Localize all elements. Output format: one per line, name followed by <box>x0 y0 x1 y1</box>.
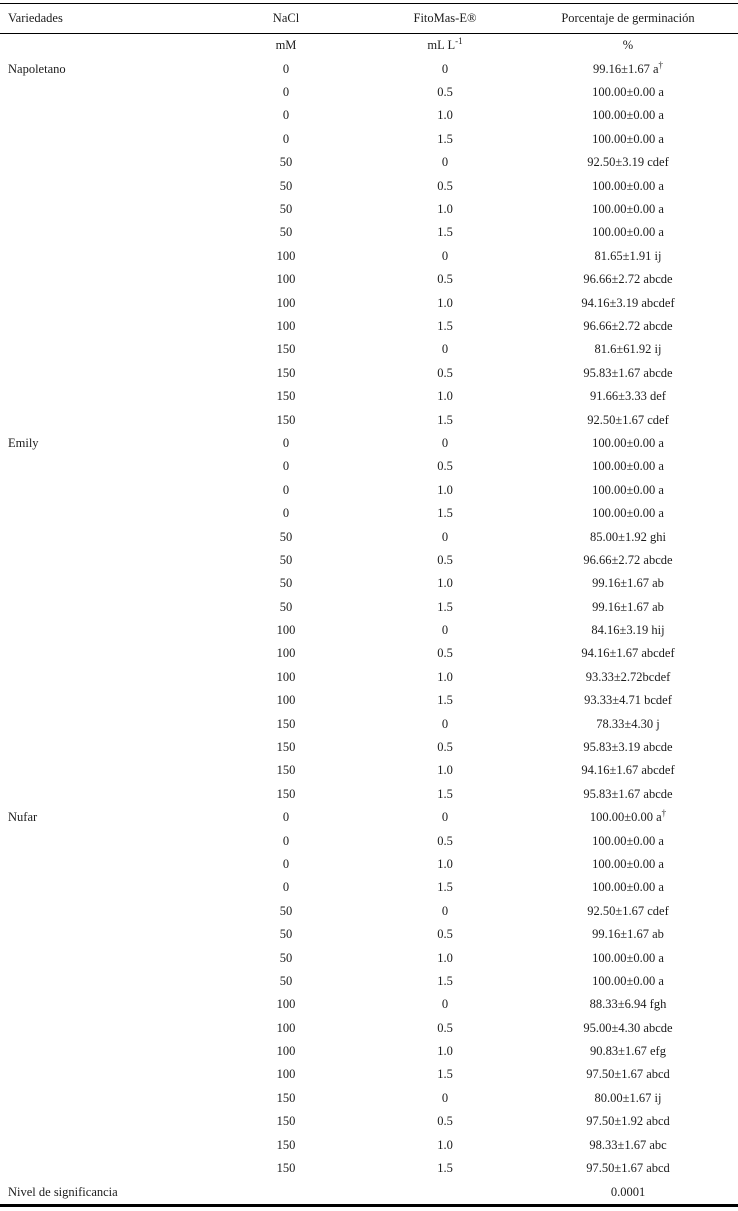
percent-cell: 81.6±61.92 ij <box>594 342 662 357</box>
variety-cell <box>0 291 200 314</box>
variety-cell <box>0 245 200 268</box>
variety-cell <box>0 970 200 993</box>
significance-value: 0.0001 <box>610 1184 646 1199</box>
fitomas-cell: 1.0 <box>437 108 453 123</box>
nacl-cell: 150 <box>276 1161 296 1176</box>
variety-cell <box>0 1087 200 1110</box>
table-row <box>0 595 738 618</box>
variety-cell <box>0 900 200 923</box>
header-row <box>0 4 738 34</box>
table-row <box>0 1087 738 1110</box>
variety-cell <box>0 81 200 104</box>
table-row <box>0 385 738 408</box>
fitomas-cell: 1.5 <box>437 225 453 240</box>
variety-cell <box>0 315 200 338</box>
variety-cell <box>0 104 200 127</box>
nacl-cell: 100 <box>276 295 296 310</box>
percent-cell: 100.00±0.00 a <box>592 833 664 848</box>
variety-cell <box>0 666 200 689</box>
percent-cell: 99.16±1.67 a† <box>592 59 664 76</box>
table-row <box>0 829 738 852</box>
nacl-cell: 0 <box>282 459 290 474</box>
table-row <box>0 806 738 829</box>
unit-fitomas-base: mL L <box>427 38 456 53</box>
nacl-cell: 50 <box>279 178 293 193</box>
percent-cell: 96.66±2.72 abcde <box>583 272 673 287</box>
fitomas-cell: 0.5 <box>437 459 453 474</box>
column-header-variedades: Variedades <box>0 4 200 34</box>
percent-cell: 80.00±1.67 ij <box>594 1090 662 1105</box>
nacl-cell: 0 <box>282 482 290 497</box>
variety-cell <box>0 268 200 291</box>
significance-empty-fitomas <box>372 1180 518 1205</box>
variety-cell <box>0 689 200 712</box>
table-row <box>0 619 738 642</box>
nacl-cell: 0 <box>282 856 290 871</box>
nacl-cell: 50 <box>279 155 293 170</box>
nacl-cell: 150 <box>276 342 296 357</box>
nacl-cell: 0 <box>282 108 290 123</box>
variety-cell <box>0 736 200 759</box>
percent-cell: 93.33±2.72bcdef <box>585 669 671 684</box>
percent-cell: 95.83±3.19 abcde <box>583 740 673 755</box>
percent-cell: 85.00±1.92 ghi <box>590 529 666 544</box>
variety-cell <box>0 128 200 151</box>
variety-cell <box>0 362 200 385</box>
percent-cell: 94.16±1.67 abcdef <box>581 646 675 661</box>
variety-cell: Nufar <box>8 810 38 825</box>
variety-cell <box>0 642 200 665</box>
variety-cell <box>0 338 200 361</box>
table-row <box>0 1040 738 1063</box>
fitomas-cell: 1.0 <box>437 389 453 404</box>
fitomas-cell: 1.5 <box>437 506 453 521</box>
germination-table <box>0 3 738 1207</box>
significance-empty-nacl <box>200 1180 372 1205</box>
variety-cell <box>0 198 200 221</box>
percent-cell: 100.00±0.00 a <box>592 880 664 895</box>
fitomas-cell: 1.0 <box>437 669 453 684</box>
fitomas-cell: 0 <box>441 248 449 263</box>
nacl-cell: 100 <box>276 272 296 287</box>
variety-cell <box>0 712 200 735</box>
fitomas-cell: 0.5 <box>437 646 453 661</box>
table-row <box>0 338 738 361</box>
fitomas-cell: 0 <box>441 1090 449 1105</box>
nacl-cell: 50 <box>279 225 293 240</box>
nacl-cell: 50 <box>279 950 293 965</box>
table-row <box>0 970 738 993</box>
fitomas-cell: 0 <box>441 435 449 450</box>
fitomas-cell: 0 <box>441 997 449 1012</box>
percent-cell: 97.50±1.92 abcd <box>586 1114 670 1129</box>
table-row <box>0 81 738 104</box>
variety-cell <box>0 1157 200 1180</box>
table-row <box>0 268 738 291</box>
fitomas-cell: 1.0 <box>437 856 453 871</box>
nacl-cell: 150 <box>276 763 296 778</box>
nacl-cell: 0 <box>282 85 290 100</box>
table-row <box>0 315 738 338</box>
units-row <box>0 34 738 58</box>
table-row <box>0 572 738 595</box>
nacl-cell: 100 <box>276 693 296 708</box>
nacl-cell: 150 <box>276 1090 296 1105</box>
table-row <box>0 525 738 548</box>
nacl-cell: 50 <box>279 927 293 942</box>
percent-cell: 92.50±3.19 cdef <box>587 155 669 170</box>
percent-cell: 99.16±1.67 ab <box>592 576 664 591</box>
table-row <box>0 853 738 876</box>
table-row <box>0 502 738 525</box>
fitomas-cell: 1.0 <box>437 1137 453 1152</box>
fitomas-cell: 1.5 <box>437 131 453 146</box>
nacl-cell: 0 <box>282 810 290 825</box>
variety-cell <box>0 572 200 595</box>
fitomas-cell: 0 <box>441 810 449 825</box>
table-row <box>0 1133 738 1156</box>
percent-cell: 81.65±1.91 ij <box>594 248 662 263</box>
percent-cell: 94.16±1.67 abcdef <box>581 763 675 778</box>
percent-cell: 95.00±4.30 abcde <box>583 1020 673 1035</box>
fitomas-cell: 1.5 <box>437 786 453 801</box>
fitomas-cell: 0.5 <box>437 85 453 100</box>
table-row <box>0 666 738 689</box>
table-row <box>0 291 738 314</box>
table-row <box>0 1110 738 1133</box>
nacl-cell: 100 <box>276 1044 296 1059</box>
nacl-cell: 100 <box>276 1020 296 1035</box>
nacl-cell: 100 <box>276 1067 296 1082</box>
table-row <box>0 245 738 268</box>
fitomas-cell: 1.5 <box>437 973 453 988</box>
nacl-cell: 150 <box>276 365 296 380</box>
table-row <box>0 221 738 244</box>
fitomas-cell: 0.5 <box>437 365 453 380</box>
fitomas-cell: 0.5 <box>437 833 453 848</box>
variety-cell <box>0 174 200 197</box>
percent-cell: 100.00±0.00 a <box>592 202 664 217</box>
table-row <box>0 479 738 502</box>
dagger-superscript: † <box>658 59 664 70</box>
percent-cell: 99.16±1.67 ab <box>592 599 664 614</box>
fitomas-cell: 1.0 <box>437 763 453 778</box>
fitomas-cell: 1.0 <box>437 482 453 497</box>
fitomas-cell: 1.5 <box>437 880 453 895</box>
fitomas-cell: 1.0 <box>437 1044 453 1059</box>
fitomas-cell: 0.5 <box>437 927 453 942</box>
fitomas-cell: 0.5 <box>437 740 453 755</box>
nacl-cell: 0 <box>282 506 290 521</box>
table-row <box>0 455 738 478</box>
fitomas-cell: 1.5 <box>437 412 453 427</box>
variety-cell <box>0 221 200 244</box>
table-row <box>0 408 738 431</box>
nacl-cell: 100 <box>276 318 296 333</box>
table-row <box>0 759 738 782</box>
nacl-cell: 50 <box>279 903 293 918</box>
percent-cell: 100.00±0.00 a <box>592 108 664 123</box>
percent-cell: 100.00±0.00 a <box>592 85 664 100</box>
table-row <box>0 900 738 923</box>
nacl-cell: 100 <box>276 669 296 684</box>
percent-cell: 98.33±1.67 abc <box>589 1137 667 1152</box>
fitomas-cell: 1.0 <box>437 202 453 217</box>
percent-cell: 100.00±0.00 a <box>592 225 664 240</box>
column-header-porcentaje: Porcentaje de germinación <box>518 4 738 34</box>
nacl-cell: 0 <box>282 131 290 146</box>
fitomas-cell: 0 <box>441 155 449 170</box>
variety-cell <box>0 853 200 876</box>
nacl-cell: 0 <box>282 61 290 76</box>
table-row <box>0 642 738 665</box>
variety-cell <box>0 151 200 174</box>
nacl-cell: 0 <box>282 880 290 895</box>
fitomas-cell: 1.5 <box>437 599 453 614</box>
fitomas-cell: 0 <box>441 716 449 731</box>
percent-cell: 93.33±4.71 bcdef <box>584 693 672 708</box>
fitomas-cell: 0 <box>441 529 449 544</box>
fitomas-cell: 1.5 <box>437 318 453 333</box>
table-row <box>0 174 738 197</box>
variety-cell <box>0 502 200 525</box>
percent-cell: 92.50±1.67 cdef <box>587 412 669 427</box>
variety-cell <box>0 876 200 899</box>
percent-cell: 92.50±1.67 cdef <box>587 903 669 918</box>
nacl-cell: 150 <box>276 389 296 404</box>
fitomas-cell: 1.0 <box>437 950 453 965</box>
nacl-cell: 0 <box>282 833 290 848</box>
variety-cell <box>0 595 200 618</box>
nacl-cell: 150 <box>276 786 296 801</box>
variety-cell <box>0 783 200 806</box>
percent-cell: 100.00±0.00 a† <box>589 808 667 825</box>
variety-cell <box>0 525 200 548</box>
variety-cell <box>0 1110 200 1133</box>
nacl-cell: 50 <box>279 552 293 567</box>
column-header-nacl: NaCl <box>200 4 372 34</box>
table-row <box>0 362 738 385</box>
table-row <box>0 58 738 81</box>
percent-cell: 96.66±2.72 abcde <box>583 552 673 567</box>
variety-cell <box>0 455 200 478</box>
percent-cell: 97.50±1.67 abcd <box>586 1161 670 1176</box>
variety-cell <box>0 479 200 502</box>
unit-fitomas <box>372 34 518 58</box>
table-row <box>0 946 738 969</box>
table-row <box>0 1063 738 1086</box>
unit-nacl: mM <box>275 38 297 53</box>
fitomas-cell: 1.5 <box>437 1067 453 1082</box>
percent-cell: 100.00±0.00 a <box>592 950 664 965</box>
table-body <box>0 58 738 1181</box>
variety-cell <box>0 993 200 1016</box>
percent-cell: 100.00±0.00 a <box>592 856 664 871</box>
table-row <box>0 432 738 455</box>
variety-cell <box>0 829 200 852</box>
table-row <box>0 876 738 899</box>
percent-cell: 95.83±1.67 abcde <box>583 786 673 801</box>
nacl-cell: 100 <box>276 646 296 661</box>
percent-cell: 94.16±3.19 abcdef <box>581 295 675 310</box>
significance-row <box>0 1180 738 1205</box>
fitomas-cell: 1.5 <box>437 1161 453 1176</box>
variety-cell <box>0 1063 200 1086</box>
nacl-cell: 50 <box>279 529 293 544</box>
variety-cell <box>0 923 200 946</box>
percent-cell: 100.00±0.00 a <box>592 482 664 497</box>
table-row <box>0 104 738 127</box>
table-row <box>0 712 738 735</box>
percent-cell: 100.00±0.00 a <box>592 435 664 450</box>
variety-cell <box>0 385 200 408</box>
variety-cell <box>0 946 200 969</box>
percent-cell: 88.33±6.94 fgh <box>589 997 667 1012</box>
table-row <box>0 689 738 712</box>
table-row <box>0 198 738 221</box>
unit-fitomas-exponent: -1 <box>455 36 463 47</box>
nacl-cell: 100 <box>276 623 296 638</box>
nacl-cell: 50 <box>279 576 293 591</box>
nacl-cell: 100 <box>276 997 296 1012</box>
significance-label: Nivel de significancia <box>8 1184 118 1199</box>
percent-cell: 100.00±0.00 a <box>592 973 664 988</box>
fitomas-cell: 1.0 <box>437 576 453 591</box>
nacl-cell: 150 <box>276 1114 296 1129</box>
variety-cell <box>0 549 200 572</box>
percent-cell: 100.00±0.00 a <box>592 506 664 521</box>
dagger-superscript: † <box>661 808 667 819</box>
percent-cell: 97.50±1.67 abcd <box>586 1067 670 1082</box>
variety-cell <box>0 1040 200 1063</box>
percent-cell: 100.00±0.00 a <box>592 459 664 474</box>
variety-cell <box>0 619 200 642</box>
table-row <box>0 993 738 1016</box>
percent-cell: 96.66±2.72 abcde <box>583 318 673 333</box>
fitomas-cell: 0 <box>441 903 449 918</box>
fitomas-cell: 1.5 <box>437 693 453 708</box>
fitomas-cell: 0.5 <box>437 1020 453 1035</box>
percent-cell: 100.00±0.00 a <box>592 131 664 146</box>
fitomas-cell: 0 <box>441 342 449 357</box>
fitomas-cell: 0.5 <box>437 1114 453 1129</box>
column-header-fitomas: FitoMas-E® <box>372 4 518 34</box>
table-row <box>0 128 738 151</box>
nacl-cell: 100 <box>276 248 296 263</box>
table-row <box>0 549 738 572</box>
variety-cell <box>0 759 200 782</box>
table-row <box>0 1157 738 1180</box>
unit-porcentaje: % <box>622 38 634 53</box>
fitomas-cell: 0.5 <box>437 272 453 287</box>
percent-cell: 100.00±0.00 a <box>592 178 664 193</box>
unit-variedades <box>0 34 200 58</box>
table-row <box>0 1017 738 1040</box>
variety-cell <box>0 1133 200 1156</box>
nacl-cell: 150 <box>276 740 296 755</box>
nacl-cell: 150 <box>276 412 296 427</box>
nacl-cell: 0 <box>282 435 290 450</box>
fitomas-cell: 0.5 <box>437 552 453 567</box>
fitomas-cell: 0 <box>441 61 449 76</box>
fitomas-cell: 1.0 <box>437 295 453 310</box>
variety-cell <box>0 1017 200 1040</box>
table-row <box>0 783 738 806</box>
nacl-cell: 50 <box>279 202 293 217</box>
percent-cell: 90.83±1.67 efg <box>590 1044 666 1059</box>
percent-cell: 91.66±3.33 def <box>590 389 666 404</box>
nacl-cell: 150 <box>276 716 296 731</box>
nacl-cell: 50 <box>279 599 293 614</box>
fitomas-cell: 0.5 <box>437 178 453 193</box>
table-row <box>0 923 738 946</box>
variety-cell: Emily <box>8 435 39 450</box>
nacl-cell: 150 <box>276 1137 296 1152</box>
percent-cell: 84.16±3.19 hij <box>591 623 665 638</box>
percent-cell: 78.33±4.30 j <box>596 716 660 731</box>
variety-cell: Napoletano <box>8 61 66 76</box>
table-row <box>0 151 738 174</box>
variety-cell <box>0 408 200 431</box>
fitomas-cell: 0 <box>441 623 449 638</box>
percent-cell: 95.83±1.67 abcde <box>583 365 673 380</box>
nacl-cell: 50 <box>279 973 293 988</box>
percent-cell: 99.16±1.67 ab <box>592 927 664 942</box>
table-row <box>0 736 738 759</box>
